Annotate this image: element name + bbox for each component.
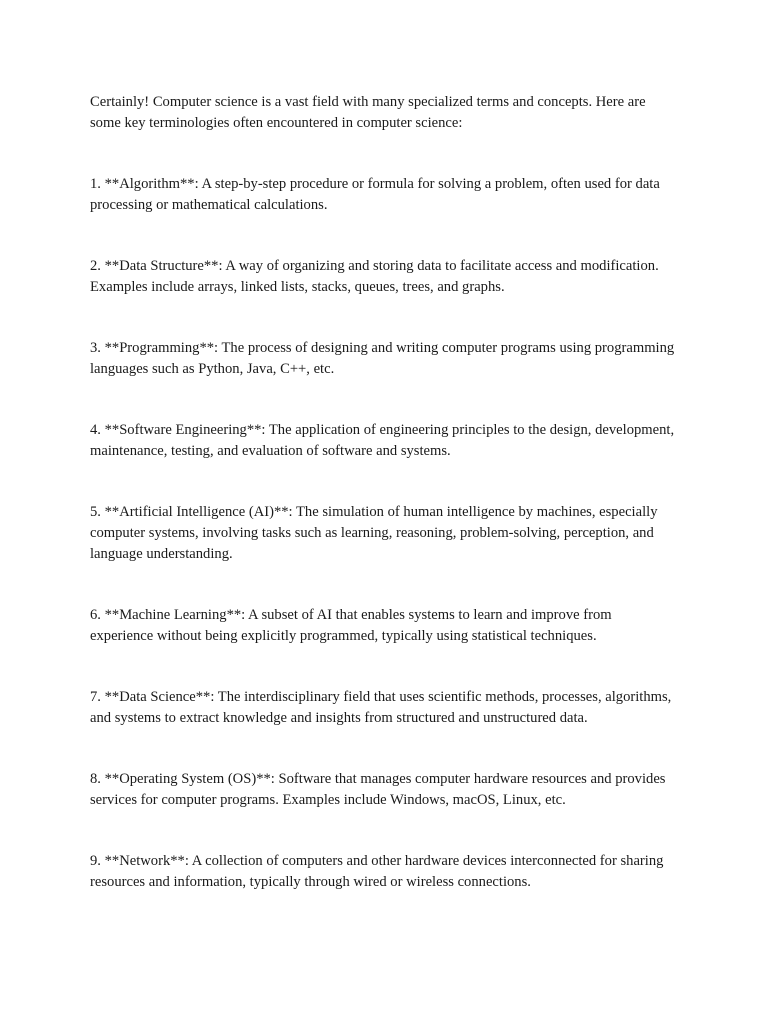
term-item-operating-system: 8. **Operating System (OS)**: Software that manages computer hardware resources and provides services for computer programs. Examples include Windows, macOS, Linux, etc. xyxy=(90,771,666,808)
term-item-programming: 3. **Programming**: The process of designing and writing computer programs using programming languages such as Python, Java, C++, etc. xyxy=(90,340,675,377)
term-item-data-structure: 2. **Data Structure**: A way of organizing and storing data to facilitate access and modification. Examples include arrays, linked lists, stacks, queues, trees, and graphs. xyxy=(90,258,659,295)
term-item-algorithm: 1. **Algorithm**: A step-by-step procedure or formula for solving a problem, often used for data processing or mathematical calculations. xyxy=(90,176,660,213)
term-item-software-engineering: 4. **Software Engineering**: The application of engineering principles to the design, development, maintenance, testing, and evaluation of software and systems. xyxy=(90,422,675,459)
term-item-artificial-intelligence: 5. **Artificial Intelligence (AI)**: The simulation of human intelligence by machines, especially computer systems, involving tasks such as learning, reasoning, problem-solving, perception, and language understanding. xyxy=(90,504,658,562)
term-item-network: 9. **Network**: A collection of computers and other hardware devices interconnected for sharing resources and information, typically through wired or wireless connections. xyxy=(90,853,664,890)
intro-paragraph: Certainly! Computer science is a vast field with many specialized terms and concepts. Here are some key terminologies often encountered in computer science: xyxy=(90,94,646,131)
term-item-machine-learning: 6. **Machine Learning**: A subset of AI that enables systems to learn and improve from experience without being explicitly programmed, typically using statistical techniques. xyxy=(90,607,612,644)
term-item-data-science: 7. **Data Science**: The interdisciplinary field that uses scientific methods, processes, algorithms, and systems to extract knowledge and insights from structured and unstructured data. xyxy=(90,689,672,726)
